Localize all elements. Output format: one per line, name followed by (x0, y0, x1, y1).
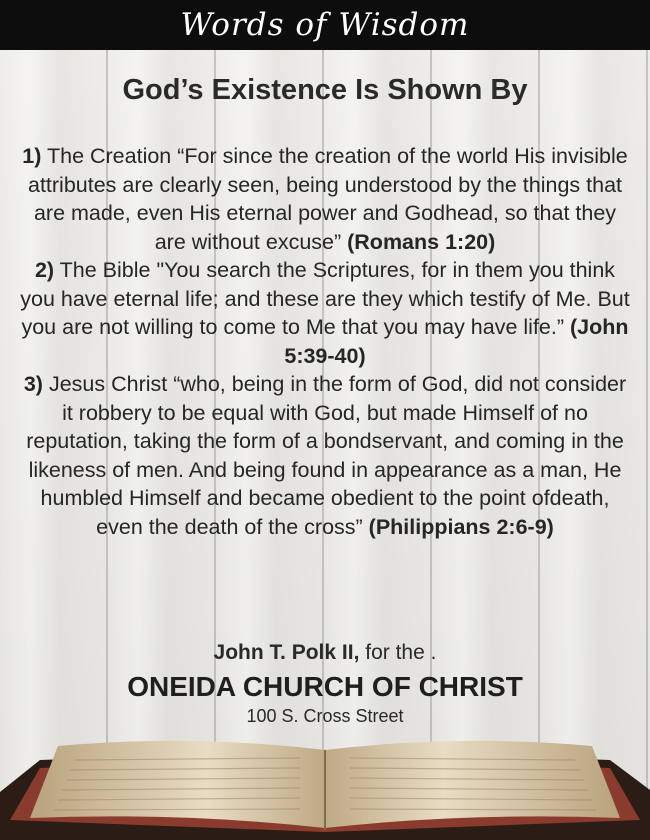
header-banner (0, 0, 650, 50)
bible-right-page (325, 741, 620, 828)
point-3-number: 3) (23, 372, 43, 396)
author-suffix: for the . (359, 641, 437, 664)
author-line (0, 641, 650, 665)
point-3-text: Jesus Christ “who, being in the form of God, did not consider it robbery to be equal with God, but made Himself of no reputation, taking the form of a bondservant, and coming in the likeness of men. And being found in appearance as a man, He humbled Himself and became obedient to the point ofdeath, even the death of the cross” (26, 372, 627, 539)
bible-left-page (30, 741, 325, 828)
author-name: John T. Polk II, (213, 641, 360, 664)
point-1 (18, 142, 632, 256)
scripture-body (18, 142, 632, 541)
point-1-number: 1) (22, 144, 42, 168)
point-3-reference: (Philippians 2:6-9) (368, 514, 554, 539)
point-1-text: The Creation “For since the creation of the world His invisible attributes are clearly seen, being understood by the things that are made, even His eternal power and Godhead, so that they are without excuse” (27, 144, 628, 254)
open-bible-illustration (0, 720, 650, 840)
point-2 (18, 256, 632, 370)
banner-title: Words of Wisdom (180, 7, 470, 43)
point-1-reference: (Romans 1:20) (347, 229, 496, 254)
point-3 (18, 370, 632, 541)
church-name: ONEIDA CHURCH OF CHRIST (127, 671, 523, 702)
page-heading: God’s Existence Is Shown By (122, 74, 528, 106)
church-address: 100 S. Cross Street (246, 706, 404, 726)
point-2-text: The Bible "You search the Scriptures, for in them you think you have eternal life; and these are they which testify of Me. But you are not willing to come to Me that you may have life.” (20, 258, 630, 339)
point-2-number: 2) (34, 258, 55, 282)
point-2-reference: (John 5:39-40) (284, 315, 629, 368)
